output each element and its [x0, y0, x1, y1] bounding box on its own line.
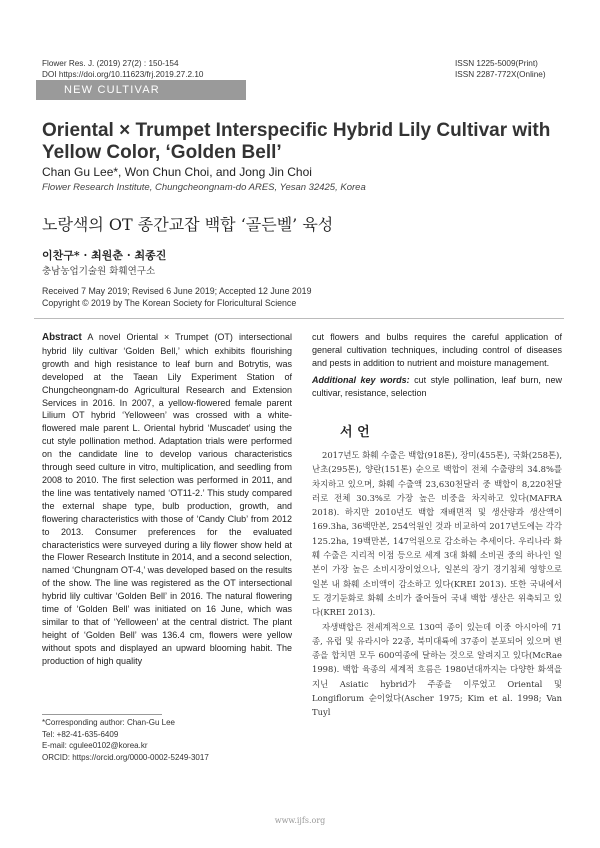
- email-link[interactable]: E-mail: cgulee0102@korea.kr: [42, 741, 148, 750]
- abstract-text: A novel Oriental × Trumpet (OT) intersectional hybrid lily cultivar ‘Golden Bell,’ which exhibits flourishing growth and high resistance to leaf burn and Botrytis, was developed at the Taean Lily Experiment Station of Chungcheongnam-do Agricultural Research and Extension Services in 2016. In 2007, a yellow-flowered female parent Lilium OT hybrid ‘Yelloween’ was crossed with a white-flowered male parent L. Oriental hybrid ‘Muscadet’ using the cut style pollination method. Adaptation trials were performed on the candidate line to develop various characteristics through seed culture in vitro, multiplication, and seedling from 2008 to 2010. The first selection was performed in 2011, and the line was tentatively named ‘OT11-2.’ This study compared the external shape type, bulb production, growth, and flowering characteristics with those of ‘Candy Club’ from 2012 to 2013. Consumer preferences for the evaluated characteristics were surveyed during a lily flower show held at the Flower Research Institute in 2014, and a second selection, named ‘Chungnam OT-4,’ was developed based on the results of the show. The line was registered as the OT intersectional hybrid lily cultivar ‘Golden Bell’ in 2016. The natural flowering time of ‘Golden Bell’ was initiated on 16 June, which was similar to that of ‘Yelloween’ at the central district. The plant height of ‘Golden Bell’ was 136.4 cm, flowers were yellow without spots and displayed an upward blooming habit. The production of high quality: [42, 332, 292, 666]
- article-history: [42, 285, 311, 309]
- intro-paragraph-2: 자생백합은 전세계적으로 130여 종이 있는데 이중 아시아에 71종, 유럽 및 유라시아 22종, 북미대륙에 37종이 분포되어 있으며 변종을 합치면 모두 600여종에 달하는 것으로 알려지고 있다(McRae 1998). 백합 육종의 세계적 흐름은 1980년대까지는 다양한 화색을 지닌 Asiatic hybrid가 주종을 이루었고 Oriental 및 Longiflorum 순이었다(Ascher 1975; Kim et al. 1998; Van Tuyl: [312, 621, 562, 718]
- section-banner: NEW CULTIVAR INTRODUCTION: [36, 80, 246, 100]
- korean-affiliation: 충남농업기술원 화훼연구소: [42, 266, 156, 277]
- abstract-label: Abstract: [42, 332, 82, 343]
- footnote: [42, 717, 209, 763]
- introduction-body: [312, 448, 562, 720]
- received-dates: Received 7 May 2019; Revised 6 June 2019; Accepted 12 June 2019: [42, 286, 312, 296]
- issn-print: ISSN 1225-5009(Print): [455, 59, 538, 68]
- journal-website[interactable]: www.ijfs.org: [274, 816, 326, 825]
- keywords-text: cut style pollination, leaf burn, new cultivar, resistance, selection: [312, 374, 562, 398]
- section-heading-introduction: 서 언: [340, 425, 370, 440]
- issn-online: ISSN 2287-772X(Online): [455, 70, 546, 79]
- journal-citation: Flower Res. J. (2019) 27(2) : 150-154: [42, 59, 179, 68]
- paper-title: Oriental × Trumpet Interspecific Hybrid Lily Cultivar with Yellow Color, ‘Golden Bell’: [42, 120, 551, 163]
- footnote-divider: [42, 714, 162, 715]
- keywords-label: Additional key words:: [312, 374, 410, 385]
- abstract-continued: cut flowers and bulbs requires the careful application of general cultivation techniques, including control of diseases and pests in addition to nutrient and moisture management.: [312, 332, 562, 368]
- divider: [34, 318, 564, 319]
- copyright-notice: Copyright © 2019 by The Korean Society for Floricultural Science: [42, 298, 297, 308]
- affiliation: Flower Research Institute, Chungcheongnam-do ARES, Yesan 32425, Korea: [42, 182, 366, 193]
- intro-paragraph-1: 2017년도 화훼 수출은 백합(918톤), 장미(455톤), 국화(258톤), 난초(295톤), 양란(151톤) 순으로 백합이 전체 수출량의 34.8%를 차지하고 있으며, 화훼 수출액 23,630천달러 중 백합이 8,220천달러로 전체 30.3%로 가장 높은 비중을 차지하고 있다(MAFRA 2018). 하지만 2010년도 백합 재배면적 및 생산량과 생산액이 169.3ha, 36백만본, 254억원인 것과 비교하여 2017년도에는 각각 125.2ha, 19백만본, 147억원으로 감소하는 추세이다. 우리나라 화훼 수출은 지리적 이점 등으로 세계 3대 화훼 소비권 중의 하나인 일본이 가장 높은 소비시장이었으나, 일본의 장기 경기침체 영향으로 일본 내 화훼 소비액이 감소하고 있다(KREI 2013). 또한 국내에서도 경기둔화로 화훼 소비가 줄어들어 국내 백합 생산은 위축되고 있다(KREI 2013).: [312, 450, 562, 618]
- telephone: Tel: +82-41-635-6409: [42, 729, 119, 739]
- corresponding-author: *Corresponding author: Chan-Gu Lee: [42, 718, 175, 727]
- abstract-block: [42, 331, 292, 668]
- korean-author-list: 이찬구* · 최원춘 · 최종진: [42, 249, 167, 262]
- right-column: [312, 331, 562, 400]
- orcid-link[interactable]: ORCID: https://orcid.org/0000-0002-5249-3017: [42, 752, 209, 762]
- korean-title: 노랑색의 OT 종간교잡 백합 ‘골든벨’ 육성: [42, 215, 334, 234]
- doi-link[interactable]: DOI https://doi.org/10.11623/frj.2019.27.2.10: [42, 70, 204, 79]
- author-list: Chan Gu Lee*, Won Chun Choi, and Jong Jin Choi: [42, 165, 312, 179]
